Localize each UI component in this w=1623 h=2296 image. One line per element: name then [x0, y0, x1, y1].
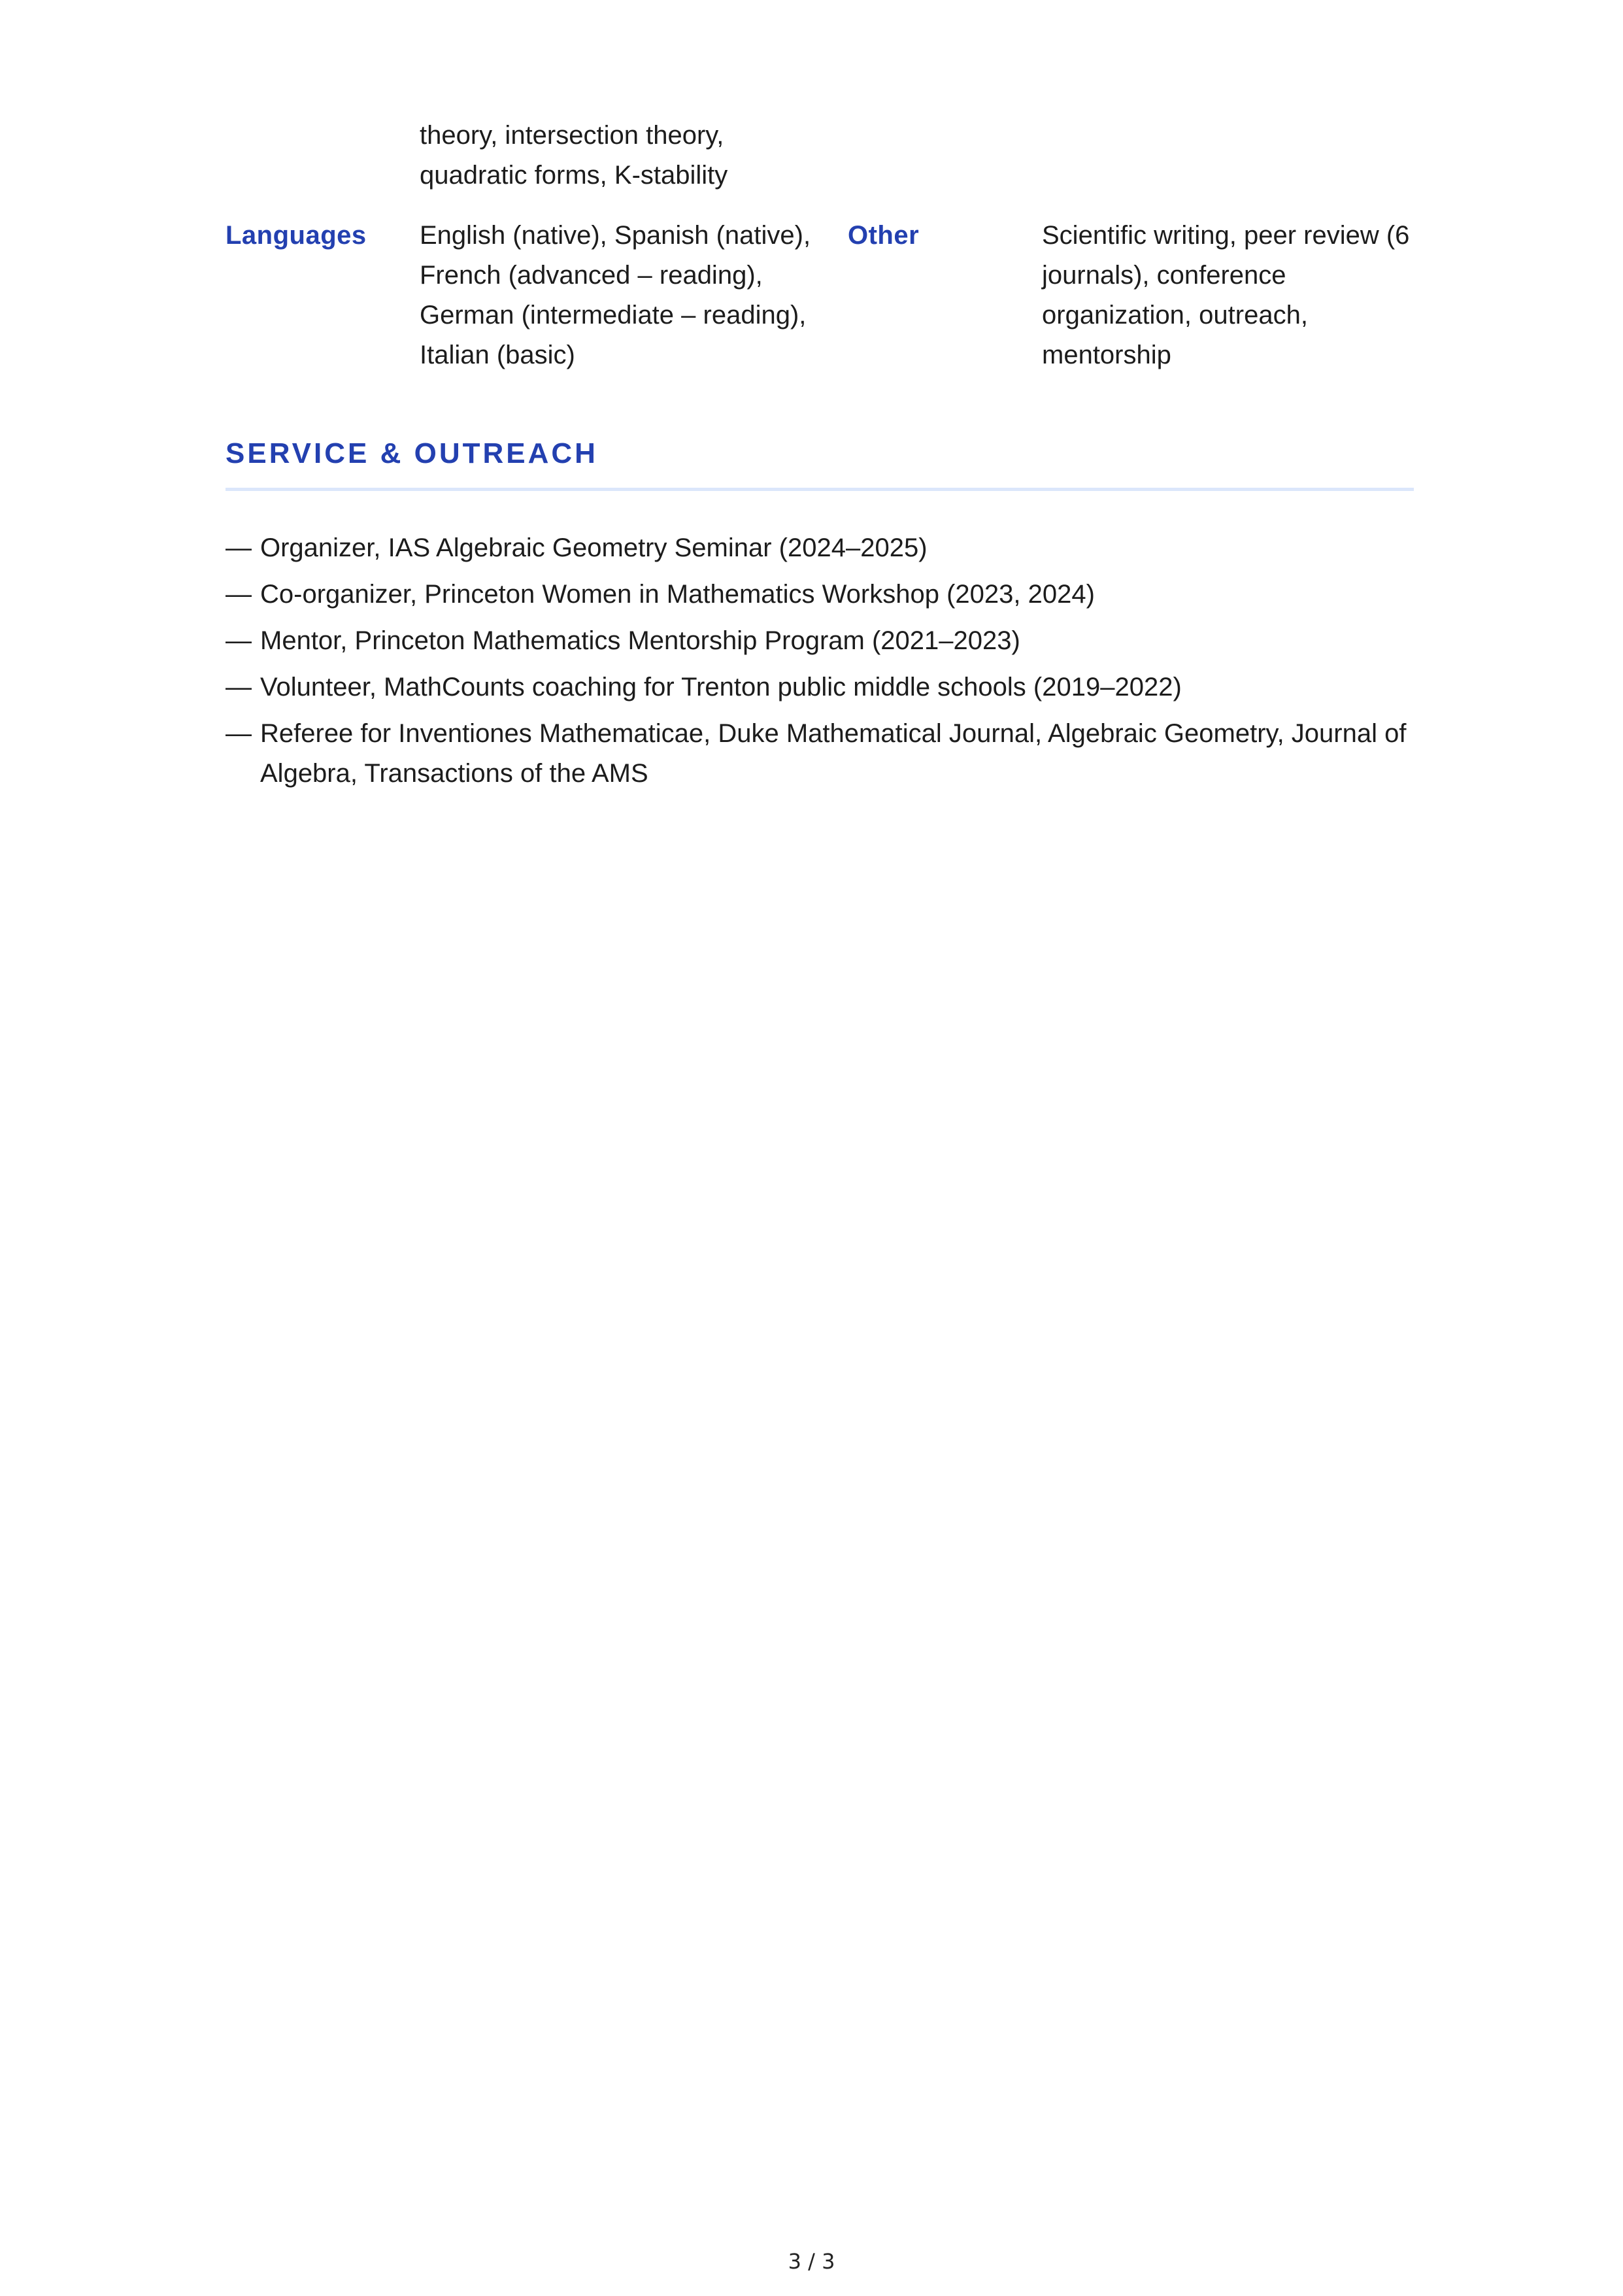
service-item-text: Volunteer, MathCounts coaching for Trenton public middle schools (2019–2022)	[260, 673, 1182, 701]
dash-bullet: —	[226, 673, 252, 701]
list-item	[226, 621, 1415, 661]
list-item	[226, 667, 1415, 707]
languages-value: English (native), Spanish (native), French (advanced – reading), German (intermediate – reading), Italian (basic)	[420, 221, 811, 369]
service-item-text: Organizer, IAS Algebraic Geometry Seminar (2024–2025)	[260, 533, 928, 562]
dash-bullet: —	[226, 580, 252, 609]
dash-bullet: —	[226, 533, 252, 562]
service-item-text: Referee for Inventiones Mathematicae, Duke Mathematical Journal, Algebraic Geometry, Journal of Algebra, Transactions of the AMS	[260, 719, 1407, 788]
service-item-text: Mentor, Princeton Mathematics Mentorship Program (2021–2023)	[260, 626, 1020, 655]
other-label: Other	[848, 221, 920, 250]
dash-bullet: —	[226, 626, 252, 655]
other-value: Scientific writing, peer review (6 journals), conference organization, outreach, mentorship	[1042, 221, 1410, 369]
service-list	[226, 528, 1415, 800]
list-item	[226, 575, 1415, 615]
page-number: 3 / 3	[788, 2249, 835, 2274]
section-divider	[226, 488, 1414, 491]
service-item-text: Co-organizer, Princeton Women in Mathematics Workshop (2023, 2024)	[260, 580, 1095, 609]
dash-bullet: —	[226, 719, 252, 748]
list-item	[226, 714, 1415, 794]
list-item	[226, 528, 1415, 568]
languages-label: Languages	[226, 221, 367, 250]
research-skills-continuation: theory, intersection theory, quadratic forms, K-stability	[420, 121, 728, 190]
section-title-service-outreach: SERVICE & OUTREACH	[226, 437, 598, 469]
